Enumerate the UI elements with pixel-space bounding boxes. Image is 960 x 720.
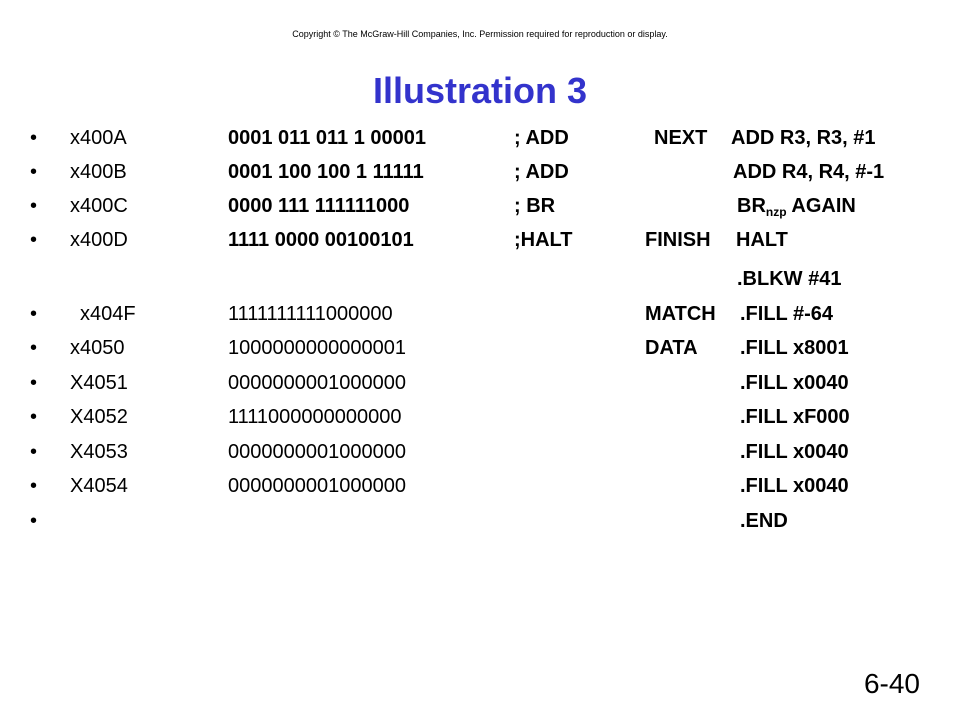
page-title: Illustration 3 — [372, 70, 588, 111]
address: x400D — [70, 229, 128, 251]
condition-codes: nzp — [765, 205, 787, 219]
binary-code: 1111 0000 00100101 — [228, 229, 414, 251]
instruction: ADD R4, R4, #-1 — [733, 161, 885, 183]
list-item — [0, 366, 960, 400]
list-item — [0, 121, 960, 155]
address: x400B — [70, 161, 127, 183]
address: x400C — [70, 195, 128, 217]
binary-code: 1111111111000000 — [228, 303, 393, 325]
address: x4050 — [70, 337, 125, 359]
instruction: .FILL x0040 — [740, 441, 849, 463]
instruction: .FILL x0040 — [740, 475, 849, 497]
bullet: • — [30, 303, 38, 325]
bullet: • — [30, 441, 38, 463]
slide-number: 6-40 — [863, 668, 920, 699]
bullet: • — [30, 510, 38, 532]
address: X4054 — [70, 475, 128, 497]
symbol-label: FINISH — [645, 229, 711, 251]
instruction: ADD R3, R3, #1 — [731, 127, 876, 149]
bullet: • — [30, 229, 38, 251]
instruction: .FILL xF000 — [740, 406, 850, 428]
binary-code: 0001 011 011 1 00001 — [228, 127, 426, 149]
address: X4053 — [70, 441, 128, 463]
list-item — [0, 435, 960, 469]
list-item — [0, 469, 960, 503]
binary-code: 1111000000000000 — [228, 406, 402, 428]
assembly-comment: ;HALT — [514, 229, 573, 251]
bullet: • — [30, 406, 38, 428]
bullet: • — [30, 337, 38, 359]
binary-code: 0000000001000000 — [228, 441, 406, 463]
list-item — [0, 297, 960, 331]
binary-code: 1000000000000001 — [228, 337, 406, 359]
list-item — [0, 262, 960, 296]
assembly-comment: ; ADD — [514, 127, 569, 149]
instruction: .FILL x8001 — [740, 337, 849, 359]
assembly-comment: ; ADD — [514, 161, 569, 183]
symbol-label: DATA — [645, 337, 698, 359]
binary-code: 0000000001000000 — [228, 475, 406, 497]
address: x404F — [80, 303, 136, 325]
bullet: • — [30, 161, 38, 183]
list-item — [0, 155, 960, 189]
address: X4052 — [70, 406, 128, 428]
assembly-comment: ; BR — [514, 195, 556, 217]
list-item — [0, 223, 960, 257]
bullet: • — [30, 372, 38, 394]
list-item — [0, 189, 960, 223]
bullet: • — [30, 475, 38, 497]
list-item — [0, 400, 960, 434]
list-item — [0, 504, 960, 538]
instruction-operand: AGAIN — [786, 195, 856, 217]
copyright-notice: Copyright © The McGraw-Hill Companies, Inc. Permission required for reproduction or display. — [292, 29, 668, 39]
instruction — [737, 189, 856, 223]
symbol-label: MATCH — [645, 303, 716, 325]
address: X4051 — [70, 372, 128, 394]
address: x400A — [70, 127, 127, 149]
binary-code: 0000 111 111111000 — [228, 195, 410, 217]
bullet: • — [30, 195, 38, 217]
list-item — [0, 331, 960, 365]
bullet: • — [30, 127, 38, 149]
symbol-label: NEXT — [654, 127, 708, 149]
instruction: .END — [740, 510, 788, 532]
binary-code: 0001 100 100 1 11111 — [228, 161, 424, 183]
instruction: .FILL #-64 — [740, 303, 833, 325]
instruction: .FILL x0040 — [740, 372, 849, 394]
instruction-opcode: BR — [737, 195, 766, 217]
binary-code: 0000000001000000 — [228, 372, 406, 394]
instruction: HALT — [736, 229, 788, 251]
instruction: .BLKW #41 — [737, 268, 842, 290]
